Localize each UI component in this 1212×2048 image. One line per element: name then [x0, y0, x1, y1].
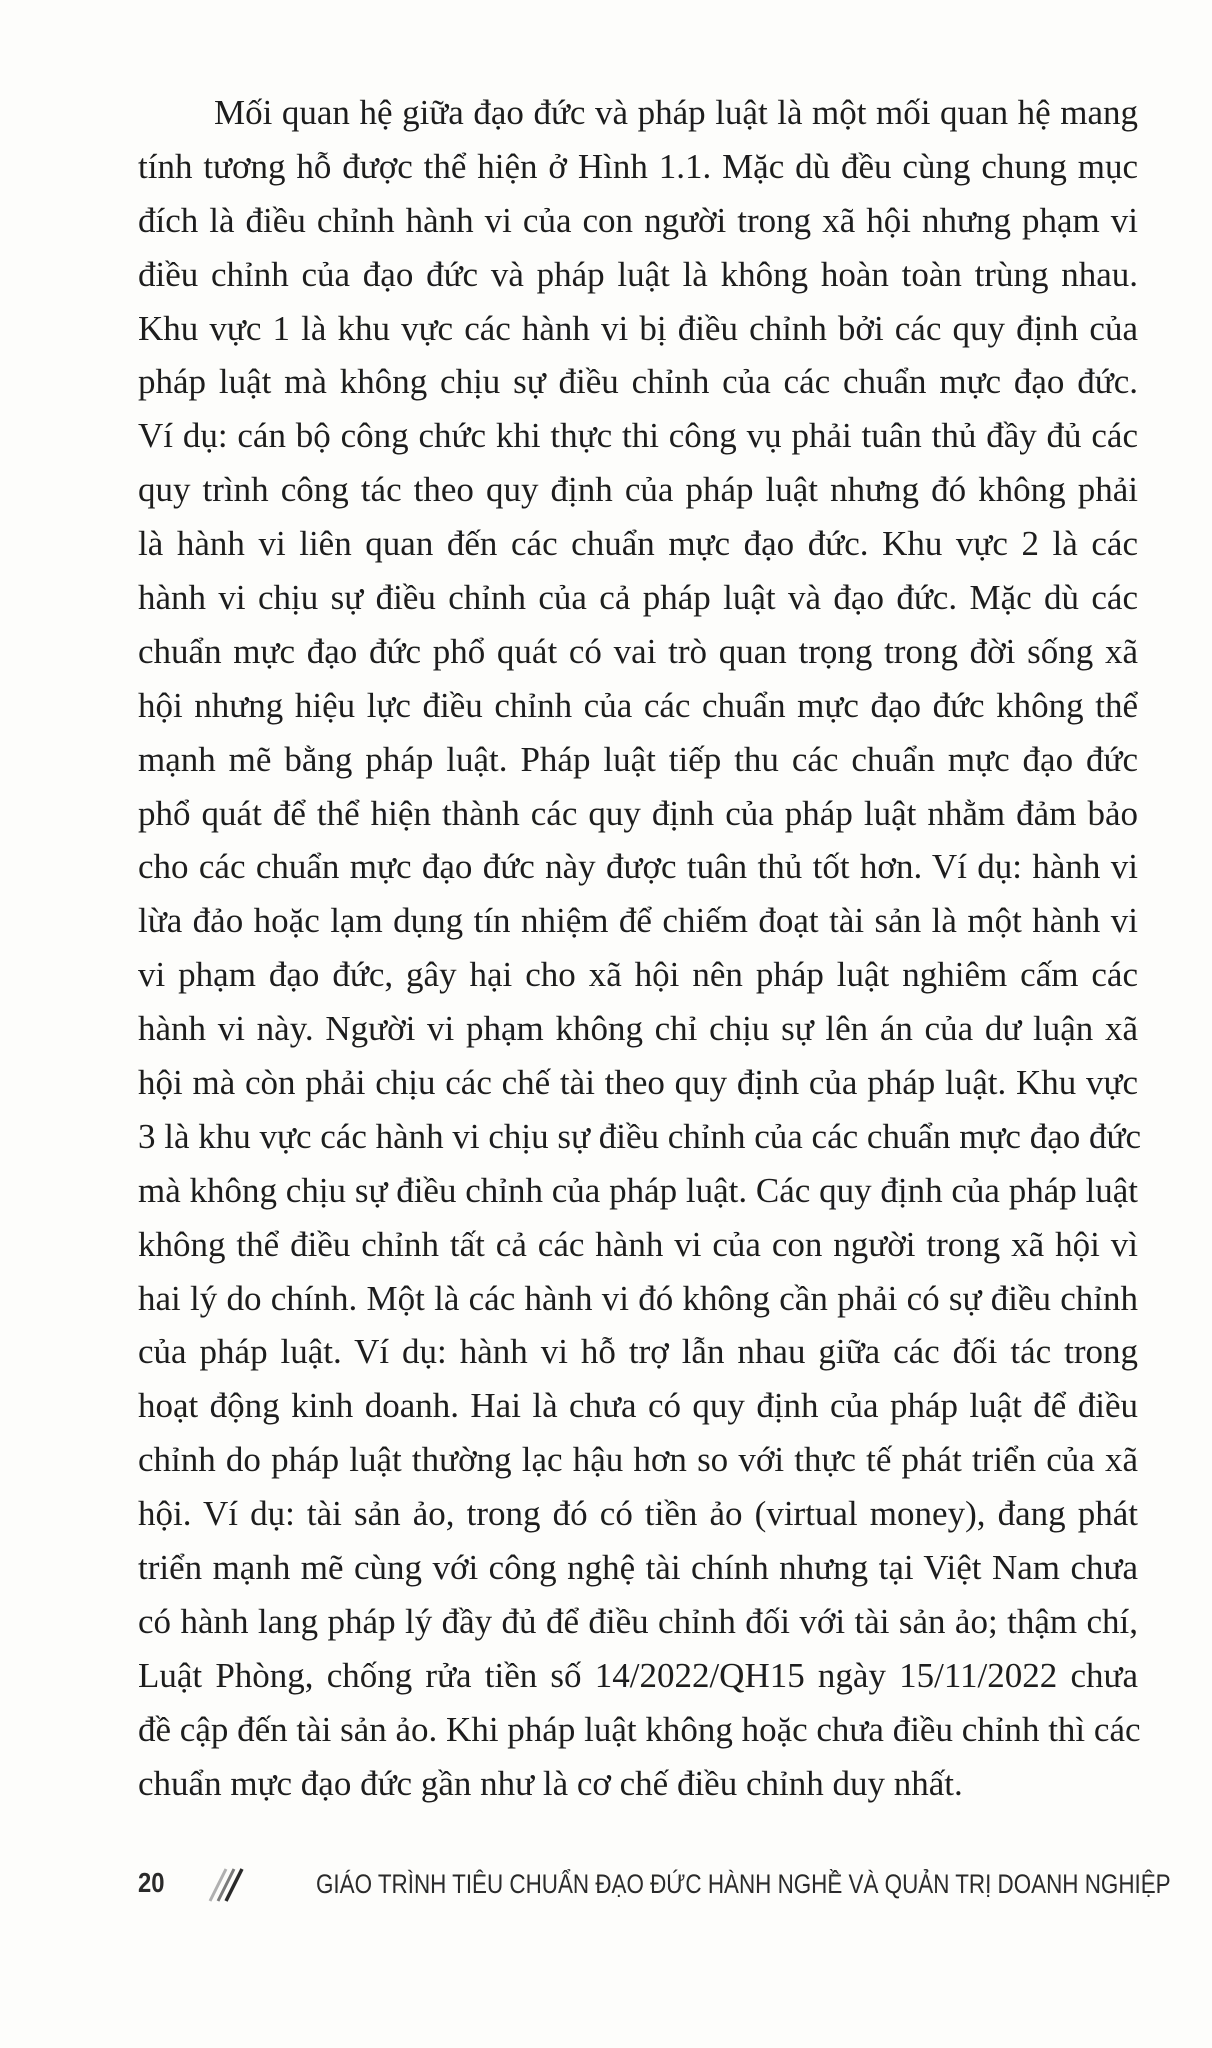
text-line: chuẩn mực đạo đức phổ quát có vai trò quan trọng trong đời sống xã: [138, 631, 1138, 671]
text-line: hoạt động kinh doanh. Hai là chưa có quy định của pháp luật để điều: [138, 1386, 1138, 1426]
text-line: cho các chuẩn mực đạo đức này được tuân thủ tốt hơn. Ví dụ: hành vi: [138, 847, 1138, 887]
text-line: Luật Phòng, chống rửa tiền số 14/2022/QH15 ngày 15/11/2022 chưa: [138, 1655, 1138, 1695]
text-line: Ví dụ: cán bộ công chức khi thực thi công vụ phải tuân thủ đầy đủ các: [138, 416, 1138, 456]
text-line: của pháp luật. Ví dụ: hành vi hỗ trợ lẫn nhau giữa các đối tác trong: [138, 1332, 1138, 1372]
text-line: có hành lang pháp lý đầy đủ để điều chỉnh đối với tài sản ảo; thậm chí,: [138, 1601, 1138, 1641]
text-line: đích là điều chỉnh hành vi của con người trong xã hội nhưng phạm vi: [138, 200, 1138, 240]
double-slash-icon: [206, 1865, 246, 1905]
text-line: Khu vực 1 là khu vực các hành vi bị điều chỉnh bởi các quy định của: [138, 308, 1138, 348]
text-line: hai lý do chính. Một là các hành vi đó không cần phải có sự điều chỉnh: [138, 1278, 1138, 1318]
text-line: vi phạm đạo đức, gây hại cho xã hội nên pháp luật nghiêm cấm các: [138, 955, 1138, 995]
text-line: điều chỉnh của đạo đức và pháp luật là không hoàn toàn trùng nhau.: [138, 254, 1138, 294]
text-line: hội mà còn phải chịu các chế tài theo quy định của pháp luật. Khu vực: [138, 1063, 1138, 1103]
text-line: phổ quát để thể hiện thành các quy định của pháp luật nhằm đảm bảo: [138, 793, 1138, 833]
text-line: Mối quan hệ giữa đạo đức và pháp luật là một mối quan hệ mang: [214, 93, 1138, 132]
text-line: là hành vi liên quan đến các chuẩn mực đạo đức. Khu vực 2 là các: [138, 524, 1138, 564]
page-number: 20: [138, 1867, 165, 1898]
page-footer: [138, 1865, 1171, 1909]
text-line: hội nhưng hiệu lực điều chỉnh của các chuẩn mực đạo đức không thể: [138, 685, 1138, 725]
book-title: GIÁO TRÌNH TIÊU CHUẨN ĐẠO ĐỨC HÀNH NGHỀ VÀ QUẢN TRỊ DOANH NGHIỆP: [316, 1869, 1171, 1899]
text-line: đề cập đến tài sản ảo. Khi pháp luật không hoặc chưa điều chỉnh thì các: [138, 1709, 1141, 1749]
text-line: mà không chịu sự điều chỉnh của pháp luật. Các quy định của pháp luật: [138, 1170, 1138, 1210]
body-paragraph: [138, 86, 1142, 1811]
text-line: không thể điều chỉnh tất cả các hành vi của con người trong xã hội vì: [138, 1224, 1138, 1264]
text-line: hội. Ví dụ: tài sản ảo, trong đó có tiền ảo (virtual money), đang phát: [138, 1494, 1138, 1534]
text-line: chỉnh do pháp luật thường lạc hậu hơn so với thực tế phát triển của xã: [138, 1440, 1138, 1480]
text-line: tính tương hỗ được thể hiện ở Hình 1.1. Mặc dù đều cùng chung mục: [138, 146, 1138, 186]
text-line: 3 là khu vực các hành vi chịu sự điều chỉnh của các chuẩn mực đạo đức: [138, 1116, 1142, 1156]
text-line: hành vi chịu sự điều chỉnh của cả pháp luật và đạo đức. Mặc dù các: [138, 578, 1138, 618]
text-line: pháp luật mà không chịu sự điều chỉnh của các chuẩn mực đạo đức.: [138, 362, 1138, 402]
text-line: hành vi này. Người vi phạm không chỉ chịu sự lên án của dư luận xã: [138, 1009, 1138, 1049]
text-line: triển mạnh mẽ cùng với công nghệ tài chính nhưng tại Việt Nam chưa: [138, 1548, 1138, 1588]
text-line: quy trình công tác theo quy định của pháp luật nhưng đó không phải: [138, 470, 1138, 510]
text-line: mạnh mẽ bằng pháp luật. Pháp luật tiếp thu các chuẩn mực đạo đức: [138, 739, 1138, 779]
text-line: lừa đảo hoặc lạm dụng tín nhiệm để chiếm đoạt tài sản là một hành vi: [138, 901, 1138, 941]
text-line: chuẩn mực đạo đức gần như là cơ chế điều chỉnh duy nhất.: [138, 1763, 963, 1803]
